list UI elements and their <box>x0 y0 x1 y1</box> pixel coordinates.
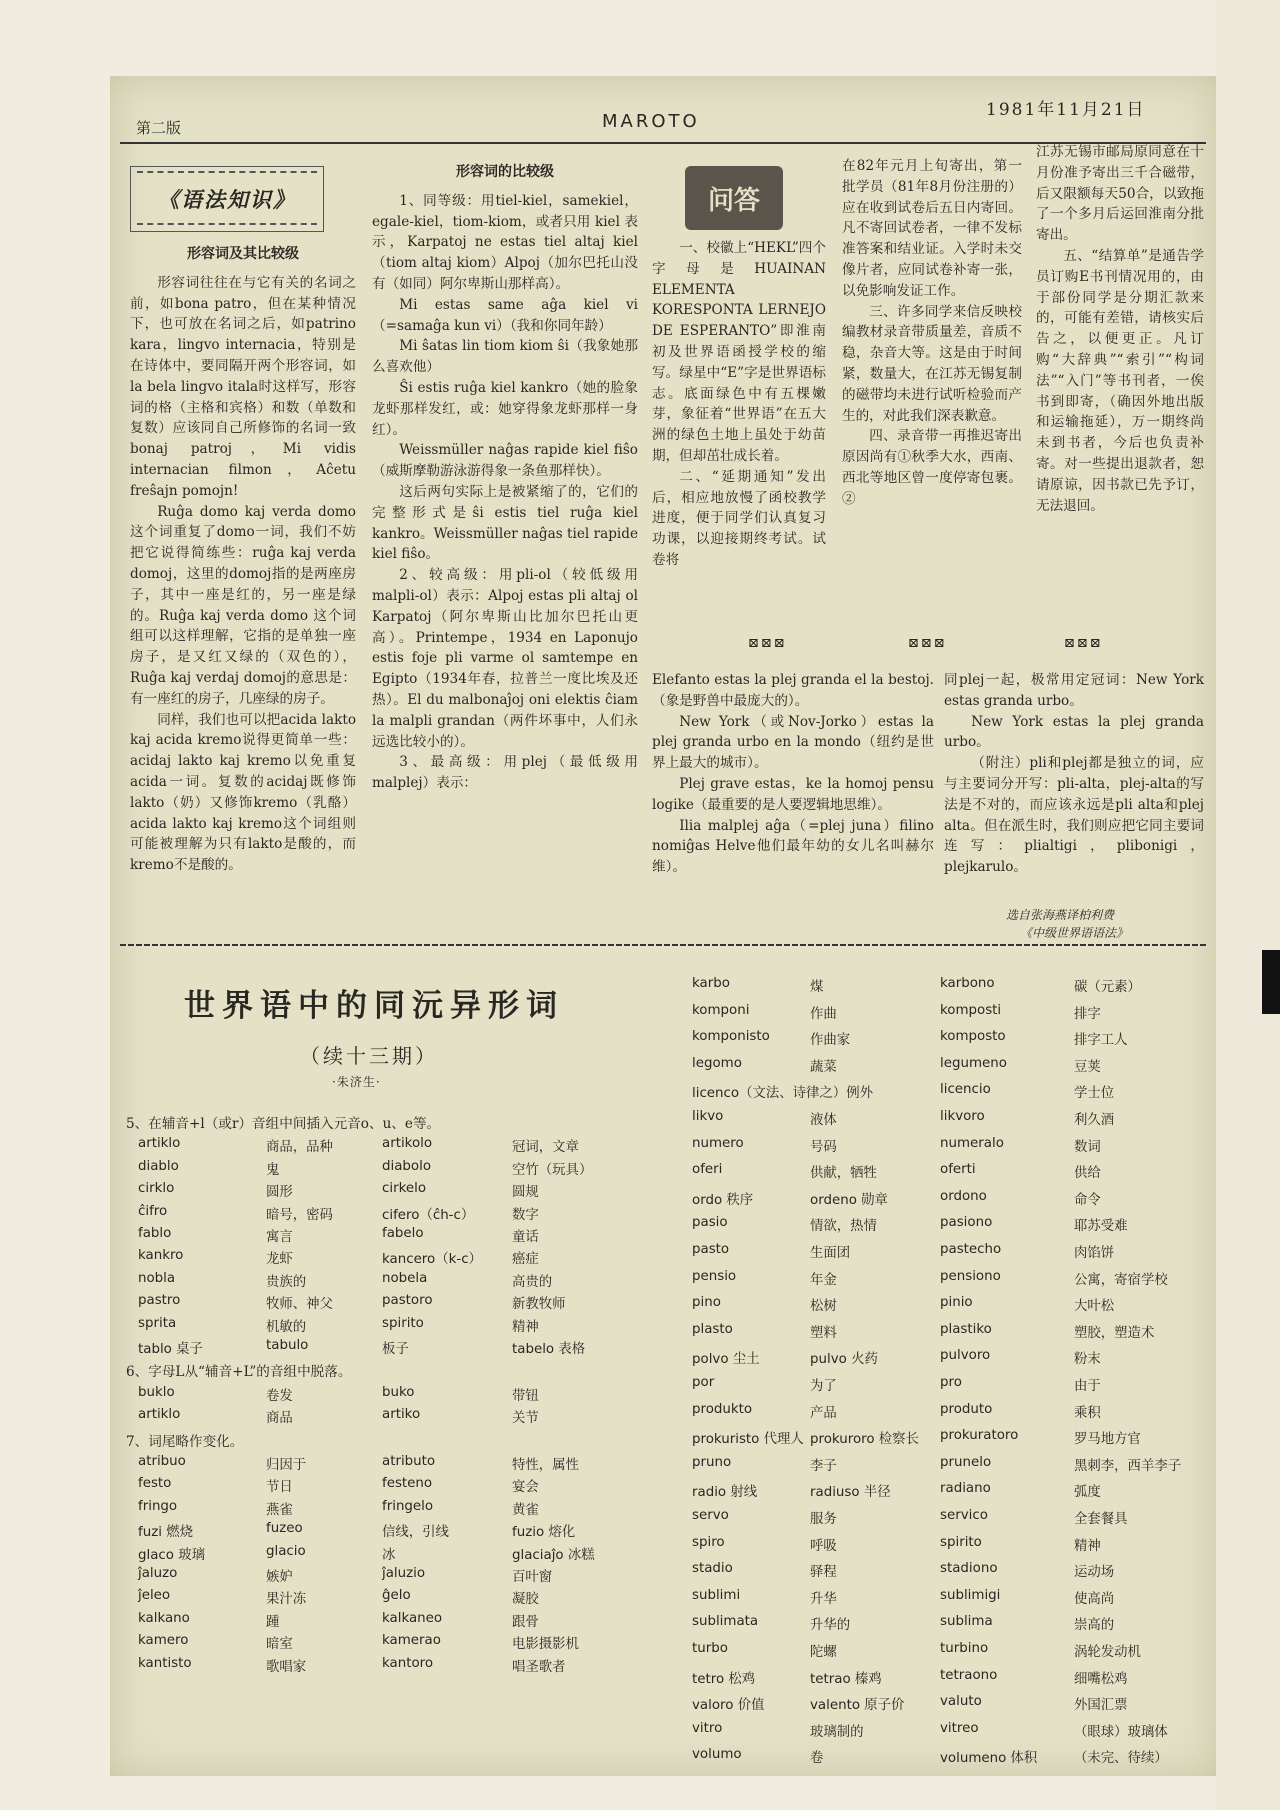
vocab-cell: turbino <box>940 1641 989 1656</box>
vocab-cell: 童话 <box>512 1230 539 1245</box>
separator-mark: ⊠⊠⊠ <box>748 636 787 651</box>
vocab-cell: 乘积 <box>1074 1405 1101 1421</box>
vocab-cell: komponisto <box>692 1029 770 1045</box>
vocab-cell: licenco（文法、诗律之）例外 <box>692 1086 873 1102</box>
vocab-cell: 肉馅饼 <box>1074 1246 1115 1261</box>
column-3 <box>652 238 826 571</box>
sup-para: New York estas la plej granda urbo。 <box>944 713 1204 751</box>
vocab-cell: atribuo <box>138 1454 186 1469</box>
vocab-cell: prokuristo 代理人 <box>692 1432 804 1448</box>
vocab-cell: pulvo 火药 <box>810 1352 878 1368</box>
vocab-cell: pasto <box>692 1242 730 1257</box>
vocab-cell: glaco 玻璃 <box>138 1547 206 1563</box>
vocab-cell: 液体 <box>810 1113 837 1128</box>
col3-para: 一、校徽上“HEKL”四个字母是HUAINAN ELEMENTA KORESPONTA LERNEJO DE ESPERANTO”即淮南初及世界语函授学校的缩写。绿星中“E”字是世界语标志。底面绿色中有五棵嫩芽，象征着“世界语”在五大洲的绿色土地上虽处于幼苗期，但却茁壮成长着。 <box>652 240 826 464</box>
vocab-cell: 供献，牺牲 <box>810 1166 877 1182</box>
vocab-cell: stadiono <box>940 1561 998 1577</box>
vocab-cell: 数字 <box>512 1207 539 1223</box>
vocab-cell: 大叶松 <box>1074 1299 1115 1315</box>
column-4 <box>842 156 1022 510</box>
vocab-cell: tablo 桌子 <box>138 1342 203 1357</box>
vocab-cell: 作曲家 <box>810 1033 851 1049</box>
separator-mark: ⊠⊠⊠ <box>908 636 947 651</box>
col2-para: Weissmüller naĝas rapide kiel fiŝo（威斯摩勒游泳游得象一条鱼那样快）。 <box>372 442 638 480</box>
right-margin <box>1216 0 1280 1810</box>
vocab-cell: sublimata <box>692 1614 759 1630</box>
vocab-cell: valento 原子价 <box>810 1698 905 1714</box>
vocab-cell: artikolo <box>382 1136 433 1152</box>
vocab-cell: 商品，品种 <box>266 1140 333 1156</box>
vocab-cell: tabelo 表格 <box>512 1342 586 1357</box>
vocab-cell: nobela <box>382 1270 428 1286</box>
col2-para: Mi ŝatas lin tiom kiom ŝi（我象她那么喜欢他） <box>372 338 638 376</box>
vocab-cell: 唱圣歌者 <box>512 1659 566 1675</box>
col2-para: Ŝi estis ruĝa kiel kankro（她的脸象龙虾那样发红，或：她穿得象龙虾那样一身红）。 <box>372 379 638 438</box>
vocab-cell: karbo <box>692 976 730 991</box>
vocab-cell: 特性，属性 <box>512 1458 579 1473</box>
column-2 <box>372 156 638 794</box>
vocab-cell: oferti <box>940 1162 976 1178</box>
vocab-cell: fringelo <box>382 1498 434 1514</box>
vocab-cell: （未完、待续） <box>1074 1751 1168 1767</box>
vocab-cell: sublima <box>940 1614 993 1630</box>
vocab-cell: 玻璃制的 <box>810 1724 864 1740</box>
vocab-cell: nobla <box>138 1270 176 1286</box>
sup-para: 同plej一起，极常用定冠词：New York estas granda urbo。 <box>944 672 1204 709</box>
vocab-cell: 外国汇票 <box>1074 1698 1128 1714</box>
vocab-cell: numero <box>692 1135 744 1151</box>
vocab-cell: 凝胶 <box>512 1592 539 1608</box>
vocab-cell: ordeno 勋章 <box>810 1192 888 1208</box>
article-title: 世界语中的同沅异形词 <box>184 988 564 1024</box>
vocab-cell: 圆规 <box>512 1185 539 1201</box>
vocab-cell: 号码 <box>810 1139 837 1155</box>
vocab-cell: glacio <box>266 1543 306 1559</box>
vocab-cell: pastro <box>138 1293 181 1309</box>
vocab-cell: pro <box>940 1375 962 1390</box>
vocab-cell: 精神 <box>512 1319 539 1335</box>
vocab-cell: 松树 <box>810 1299 837 1315</box>
superlative-continuation-right <box>944 670 1204 878</box>
vocab-cell: 新教牧师 <box>512 1297 566 1313</box>
col2-para: 3、最高级：用plej（最低级用malplej）表示： <box>372 754 638 792</box>
vocab-cell: valuto <box>940 1694 982 1710</box>
vocab-cell: 产品 <box>810 1405 837 1421</box>
vocab-cell: 排字 <box>1074 1006 1101 1022</box>
col5-para: 五、“结算单”是通告学员订购E书刊情况用的，由于部份同学是分期汇款来的，可能有差错，请核实后告之，以便更正。凡订购“大辞典”“索引”“构词法”“入门”等书刊者，一俟书到即寄，（确因外地出版和运输拖延），万一期终尚未到书者，今后也负责补寄。对一些提出退款者，恕请原谅，因书款已先予订，无法退回。 <box>1036 247 1204 514</box>
vocab-cell: kompostо <box>940 1029 1006 1045</box>
vocab-cell: por <box>692 1375 715 1390</box>
vocab-cell: diablo <box>138 1158 179 1174</box>
vocab-cell: ĵeleo <box>138 1588 171 1604</box>
vocab-cell: 跟骨 <box>512 1614 539 1630</box>
vocab-cell: pastoro <box>382 1293 433 1309</box>
vocab-cell: servo <box>692 1508 729 1523</box>
vocab-cell: 黄雀 <box>512 1502 539 1518</box>
vocab-cell: 情欲，热情 <box>810 1219 877 1235</box>
vocab-cell: volumo <box>692 1747 742 1763</box>
vocab-cell: vitreo <box>940 1720 979 1736</box>
vocab-cell: 涡轮发动机 <box>1074 1645 1141 1660</box>
vocab-cell: 电影摄影机 <box>512 1637 579 1653</box>
vocab-cell: 燕雀 <box>266 1502 293 1518</box>
vocab-cell: 板子 <box>382 1342 409 1357</box>
banner-label: 《语法知识》 <box>158 188 296 212</box>
vocab-cell: radiuso 半径 <box>810 1485 891 1501</box>
scan-edge-marker <box>1262 950 1280 1014</box>
col2-para: 1、同等级：用tiel-kiel，samekiel，egale-kiel，tiom-kiom，或者只用 kiel 表示，Karpatoj ne estas tiel altaj kiel（tiom altaj kiom）Alpoj（加尔巴托山没有（如同）阿尔卑斯山那样高）。 <box>372 192 638 292</box>
vocab-cell: ĵaluzio <box>382 1566 426 1581</box>
col5-para: 江苏无锡市邮局原同意在十月份准予寄出三千合磁带，后又限额每天50合，以致拖了一个多月后运回淮南分批寄出。 <box>1036 144 1204 244</box>
vocab-cell: tetraono <box>940 1667 998 1683</box>
vocab-cell: pinio <box>940 1295 973 1311</box>
vocab-cell: 命令 <box>1074 1192 1101 1208</box>
section-rule <box>120 944 1206 946</box>
vocab-cell: 歌唱家 <box>266 1659 307 1675</box>
vocab-cell: 呼吸 <box>810 1538 837 1554</box>
vocab-cell: 数词 <box>1074 1139 1101 1155</box>
sup-para: Ilia malplej aĝa（=plej juna）filino nomiĝas Helve他们最年幼的女儿名叫赫尔维）。 <box>652 817 934 876</box>
vocab-cell: spirito <box>382 1315 424 1331</box>
vocab-cell: 运动场 <box>1074 1565 1115 1581</box>
vocab-cell: pensio <box>692 1268 737 1284</box>
vocab-cell: ordono <box>940 1188 987 1204</box>
vocab-cell: pruno <box>692 1454 732 1470</box>
col2-para: 这后两句实际上是被紧缩了的，它们的完整形式是ŝi estis tiel ruĝa kiel kankro。Weissmüller naĝas tiel rapide kiel fiŝo。 <box>372 483 638 563</box>
separator-mark: ⊠⊠⊠ <box>1064 636 1103 651</box>
masthead-title: MAROTO <box>602 111 700 132</box>
article-subtitle: （续十三期） <box>300 1044 438 1068</box>
vocab-cell: licencio <box>940 1082 991 1098</box>
vocab-cell: 高贵的 <box>512 1274 553 1290</box>
vocab-cell: 弧度 <box>1074 1485 1101 1501</box>
vocab-cell: 癌症 <box>512 1252 539 1268</box>
vocab-section-label: 7、词尾略作变化。 <box>126 1433 244 1450</box>
vocab-cell: 鬼 <box>266 1162 280 1178</box>
vocab-cell: radio 射线 <box>692 1485 758 1501</box>
vocab-cell: likvoro <box>940 1109 985 1124</box>
vocab-cell: artiklo <box>138 1407 181 1423</box>
vocab-cell: 百叶窗 <box>512 1570 553 1585</box>
vocab-cell: 罗马地方官 <box>1074 1432 1141 1448</box>
col4-para: 三、许多同学来信反映校编教材录音带质量差，音质不稳，杂音大等。这是由于时间紧，数量大，在江苏无锡复制的磁带均未进行试听检验而产生的，对此我们深表歉意。 <box>842 303 1022 424</box>
vocab-cell: 陀螺 <box>810 1645 837 1660</box>
vocab-cell: 嫉妒 <box>266 1570 293 1585</box>
vocab-cell: plastiko <box>940 1321 992 1337</box>
vocab-cell: sublimi <box>692 1587 741 1603</box>
vocab-cell: produto <box>940 1401 993 1417</box>
vocab-cell: kalkaneo <box>382 1610 443 1626</box>
sup-para: （附注）pli和plej都是独立的词，应与主要词分开写：pli-alta，plej-alta的写法是不对的，而应该永远是pli alta和plej alta。但在派生时，我们则应把它同主要词连写：plialtigi，plibonigi，plejkarulo。 <box>944 755 1204 876</box>
col2-para: Mi estas same aĝa kiel vi（=samaĝa kun vi）（我和你同年龄） <box>372 296 638 334</box>
vocab-section-label: 6、字母L从“辅音+L”的音组中脱落。 <box>126 1364 352 1381</box>
vocab-cell: prunelo <box>940 1454 992 1470</box>
vocab-cell: oferi <box>692 1162 723 1178</box>
vocab-cell: 寓言 <box>266 1230 293 1245</box>
vocab-cell: pensiono <box>940 1268 1001 1284</box>
vocab-cell: cirkelo <box>382 1181 427 1197</box>
vocab-cell: 粉末 <box>1074 1352 1101 1368</box>
vocab-cell: tetrao 榛鸡 <box>810 1671 882 1687</box>
vocab-cell: turbo <box>692 1641 728 1656</box>
vocab-cell: produkto <box>692 1401 753 1417</box>
vocab-cell: pastecho <box>940 1242 1002 1257</box>
vocab-cell: 塑胶，塑造术 <box>1074 1325 1155 1341</box>
vocab-cell: 宴会 <box>512 1480 539 1496</box>
col4-para: 四、录音带一再推迟寄出原因尚有①秋季大水，西南、西北等地区曾一度停寄包裹。② <box>842 428 1022 507</box>
vocab-cell: 李子 <box>810 1458 837 1474</box>
col1-para: Ruĝa domo kaj verda domo这个词重复了domo一词，我们不妨把它说得简练些：ruĝa kaj verda domoj，这里的domoj指的是两座房子，其中一座是红的，另一座是绿的。Ruĝa kaj verda domo 这个词组可以这样理解，它指的是单独一座房子，是又红又绿的（双色的），Ruĝa kaj verdaj domoj的意思是：有一座红的房子，几座绿的房子。 <box>130 503 356 707</box>
vocab-cell: 由于 <box>1074 1379 1101 1394</box>
vocab-cell: volumeno 体积 <box>940 1751 1038 1767</box>
vocab-cell: 卷 <box>810 1751 824 1767</box>
vocab-cell: 卷发 <box>266 1388 293 1404</box>
vocab-cell: fablo <box>138 1226 172 1241</box>
vocab-cell: 耶苏受难 <box>1074 1219 1128 1235</box>
vocab-cell: 为了 <box>810 1379 837 1394</box>
vocab-cell: 塑料 <box>810 1325 837 1341</box>
vocab-cell: 排字工人 <box>1074 1033 1128 1049</box>
vocab-cell: 生面团 <box>810 1246 851 1261</box>
column-1 <box>130 238 356 876</box>
vocab-cell: plasto <box>692 1321 733 1337</box>
vocab-cell: likvo <box>692 1109 724 1124</box>
vocab-cell: stadio <box>692 1561 733 1577</box>
vocab-cell: 细嘴松鸡 <box>1074 1671 1128 1687</box>
vocab-cell: polvo 尘土 <box>692 1352 760 1368</box>
vocab-cell: 作曲 <box>810 1006 837 1022</box>
vocab-cell: prokuratoro <box>940 1428 1019 1444</box>
vocab-cell: komposti <box>940 1002 1002 1018</box>
vocab-cell: ĵaluzo <box>138 1566 178 1581</box>
vocab-cell: cifero（ĉh-c） <box>382 1207 475 1223</box>
column-5 <box>1036 142 1204 516</box>
vocab-cell: festeno <box>382 1476 433 1492</box>
vocab-cell: 商品 <box>266 1411 293 1427</box>
col3-para: 二、“延期通知”发出后，相应地放慢了函校教学进度，便于同学们认真复习功课，以迎接期终考试。试卷将 <box>652 468 826 568</box>
vocab-cell: 精神 <box>1074 1538 1101 1554</box>
vocab-cell: ĝelo <box>382 1588 411 1604</box>
superlative-continuation-left <box>652 670 934 878</box>
vocab-cell: fabelo <box>382 1226 424 1241</box>
col2-para: 2、较高级：用pli-ol（较低级用malpli-ol）表示：Alpoj estas pli altaj ol Karpatoj（阿尔卑斯山比加尔巴托山更高）。Printempe，1934 en Laponujo estis foje pli varme ol samtempe en Egipto（1934年春，拉普兰一度比埃及还热）。El du malbonaĵoj oni elektis ĉiam la malpli grandan（两件坏事中，人们永远选比较小的）。 <box>372 567 638 750</box>
vocab-cell: fuzi 燃烧 <box>138 1525 193 1541</box>
vocab-cell: kantoro <box>382 1655 434 1671</box>
vocab-cell: 暗室 <box>266 1637 293 1653</box>
vocab-cell: 踵 <box>266 1614 280 1630</box>
vocab-cell: 归因于 <box>266 1458 307 1473</box>
vocab-cell: kancero（k-c） <box>382 1252 482 1268</box>
col1-para: 形容词往往在与它有关的名词之前，如bona patro，但在某种情况下，也可放在名词之后，如patrino kara，lingvo internacia，特别是在诗体中，要同隔开两个形容词，如la bela lingvo itala时这样写，形容词的格（主格和宾格）和数（单数和复数）应该同自己所修饰的名词一致bonaj patroj，Mi vidis internacian filmon，Aĉetu freŝajn pomojn! <box>130 274 356 499</box>
sup-para: Plej grave estas，ke la homoj pensu logike（最重要的是人要逻辑地思维）。 <box>652 775 934 813</box>
qa-emblem-label: 问答 <box>707 185 760 216</box>
vocab-cell: cirklo <box>138 1181 175 1197</box>
vocab-cell: fringo <box>138 1498 178 1514</box>
col1-para: 同样，我们也可以把acida lakto kaj acida kremo说得更简单一些：acidaj lakto kaj kremo以免重复acida一词。复数的acidaj既修饰lakto（奶）又修饰kremo（乳酪）acida lakto kaj kremo这个词组则可能被理解为只有lakto是酸的，而kremo不是酸的。 <box>130 711 356 874</box>
vocab-cell: 碳（元素） <box>1074 980 1141 995</box>
vocab-cell: festo <box>138 1476 172 1492</box>
vocab-cell: ordo 秩序 <box>692 1192 754 1208</box>
vocab-cell: 升华 <box>810 1591 837 1607</box>
vocab-cell: legumeno <box>940 1055 1007 1071</box>
vocab-cell: 公寓，寄宿学校 <box>1074 1272 1168 1288</box>
page-number: 第二版 <box>136 119 182 137</box>
vocab-cell: numeralo <box>940 1135 1004 1151</box>
vocab-cell: kantisto <box>138 1655 192 1671</box>
vocab-cell: kalkano <box>138 1610 190 1626</box>
vocab-cell: 机敏的 <box>266 1319 307 1335</box>
vocab-cell: prokuroro 检察长 <box>810 1432 919 1448</box>
vocab-cell: pasiono <box>940 1215 993 1231</box>
vocab-cell: 服务 <box>810 1512 837 1527</box>
vocab-cell: 煤 <box>810 980 824 995</box>
vocab-cell: spiro <box>692 1534 725 1550</box>
vocab-cell: 果汁冻 <box>266 1592 307 1608</box>
vocab-cell: 冰 <box>382 1547 396 1563</box>
vocab-cell: pasio <box>692 1215 728 1231</box>
vocab-cell: sublimigi <box>940 1587 1001 1603</box>
vocab-cell: kankro <box>138 1248 184 1264</box>
vocab-cell: tabulo <box>266 1338 309 1353</box>
vocab-cell: servico <box>940 1508 988 1523</box>
vocab-cell: komponi <box>692 1002 750 1018</box>
vocab-cell: spirito <box>940 1534 982 1550</box>
vocab-cell: 信线，引线 <box>382 1525 449 1541</box>
vocab-cell: 黑刺李，西羊李子 <box>1074 1458 1182 1474</box>
vocab-cell: legomo <box>692 1055 742 1071</box>
vocab-cell: pino <box>692 1295 721 1311</box>
vocab-cell: 学士位 <box>1074 1086 1115 1102</box>
vocab-cell: 全套餐具 <box>1074 1512 1128 1527</box>
issue-date: 1981年11月21日 <box>986 100 1146 120</box>
qa-emblem <box>685 166 783 230</box>
vocab-cell: 关节 <box>512 1411 539 1427</box>
vocab-cell: 驿程 <box>810 1565 837 1581</box>
sup-para: New York（或Nov-Jorko）estas la plej granda urbo en la mondo（纽约是世界上最大的城市）。 <box>652 713 934 772</box>
vocab-cell: radiano <box>940 1481 991 1497</box>
vocab-cell: sprita <box>138 1315 177 1331</box>
vocab-cell: 豆荚 <box>1074 1059 1101 1075</box>
vocab-cell: 贵族的 <box>266 1274 307 1290</box>
source-book: 《中级世界语语法》 <box>1020 926 1129 940</box>
vocab-cell: kamero <box>138 1633 189 1649</box>
vocab-section-label: 5、在辅音+l（或r）音组中间插入元音o、u、e等。 <box>126 1116 441 1132</box>
vocab-cell: 蔬菜 <box>810 1059 837 1075</box>
vocab-cell: glaciaĵo 冰糕 <box>512 1547 595 1563</box>
vocab-cell: vitro <box>692 1720 723 1736</box>
vocab-cell: ĉifro <box>138 1203 168 1219</box>
col1-heading: 形容词及其比较级 <box>187 246 299 262</box>
vocab-cell: 暗号，密码 <box>266 1207 333 1223</box>
vocab-cell: tetro 松鸡 <box>692 1671 756 1687</box>
vocab-cell: buko <box>382 1384 415 1400</box>
vocab-cell: 升华的 <box>810 1618 851 1634</box>
vocab-cell: valoro 价值 <box>692 1698 765 1714</box>
col4-para: 在82年元月上旬寄出，第一批学员（81年8月份注册的）应在收到试卷后五日内寄回。凡不寄回试卷者，一律不发标准答案和结业证。入学时未交像片者，应同试卷补寄一张，以免影响发证工作。 <box>842 158 1022 299</box>
vocab-cell: pulvoro <box>940 1348 991 1364</box>
col2-heading: 形容词的比较级 <box>456 164 554 180</box>
vocab-cell: artiklo <box>138 1136 181 1152</box>
vocab-cell: 圆形 <box>266 1185 293 1201</box>
vocab-cell: 供给 <box>1074 1166 1101 1182</box>
vocab-cell: diabolo <box>382 1158 432 1174</box>
article-author: ·朱济生· <box>332 1075 381 1089</box>
vocab-cell: buklo <box>138 1384 175 1400</box>
vocab-cell: 牧师、神父 <box>266 1297 333 1313</box>
vocab-cell: 带钮 <box>512 1388 539 1404</box>
vocab-cell: fuzeo <box>266 1521 303 1537</box>
vocab-cell: artiko <box>382 1407 421 1423</box>
sup-para: Elefanto estas la plej granda el la bestoj.（象是野兽中最庞大的）。 <box>652 672 934 709</box>
vocab-cell: karbono <box>940 976 995 991</box>
vocab-cell: atributo <box>382 1454 436 1469</box>
vocab-cell: 利久酒 <box>1074 1113 1115 1128</box>
grammar-section-banner <box>130 166 324 232</box>
vocab-cell: 冠词，文章 <box>512 1140 579 1156</box>
vocab-cell: 崇高的 <box>1074 1618 1115 1634</box>
vocab-cell: 节日 <box>266 1480 293 1496</box>
vocab-cell: 使高尚 <box>1074 1591 1115 1607</box>
vocab-cell: kameraо <box>382 1633 441 1649</box>
vocab-cell: 龙虾 <box>266 1252 293 1268</box>
vocab-cell: 年金 <box>810 1272 837 1288</box>
vocab-cell: （眼球）玻璃体 <box>1074 1724 1168 1740</box>
source-credit: 选自张海燕译柏利费 <box>1006 908 1115 922</box>
vocab-cell: 空竹（玩具） <box>512 1162 593 1178</box>
vocab-cell: fuzio 熔化 <box>512 1525 576 1541</box>
